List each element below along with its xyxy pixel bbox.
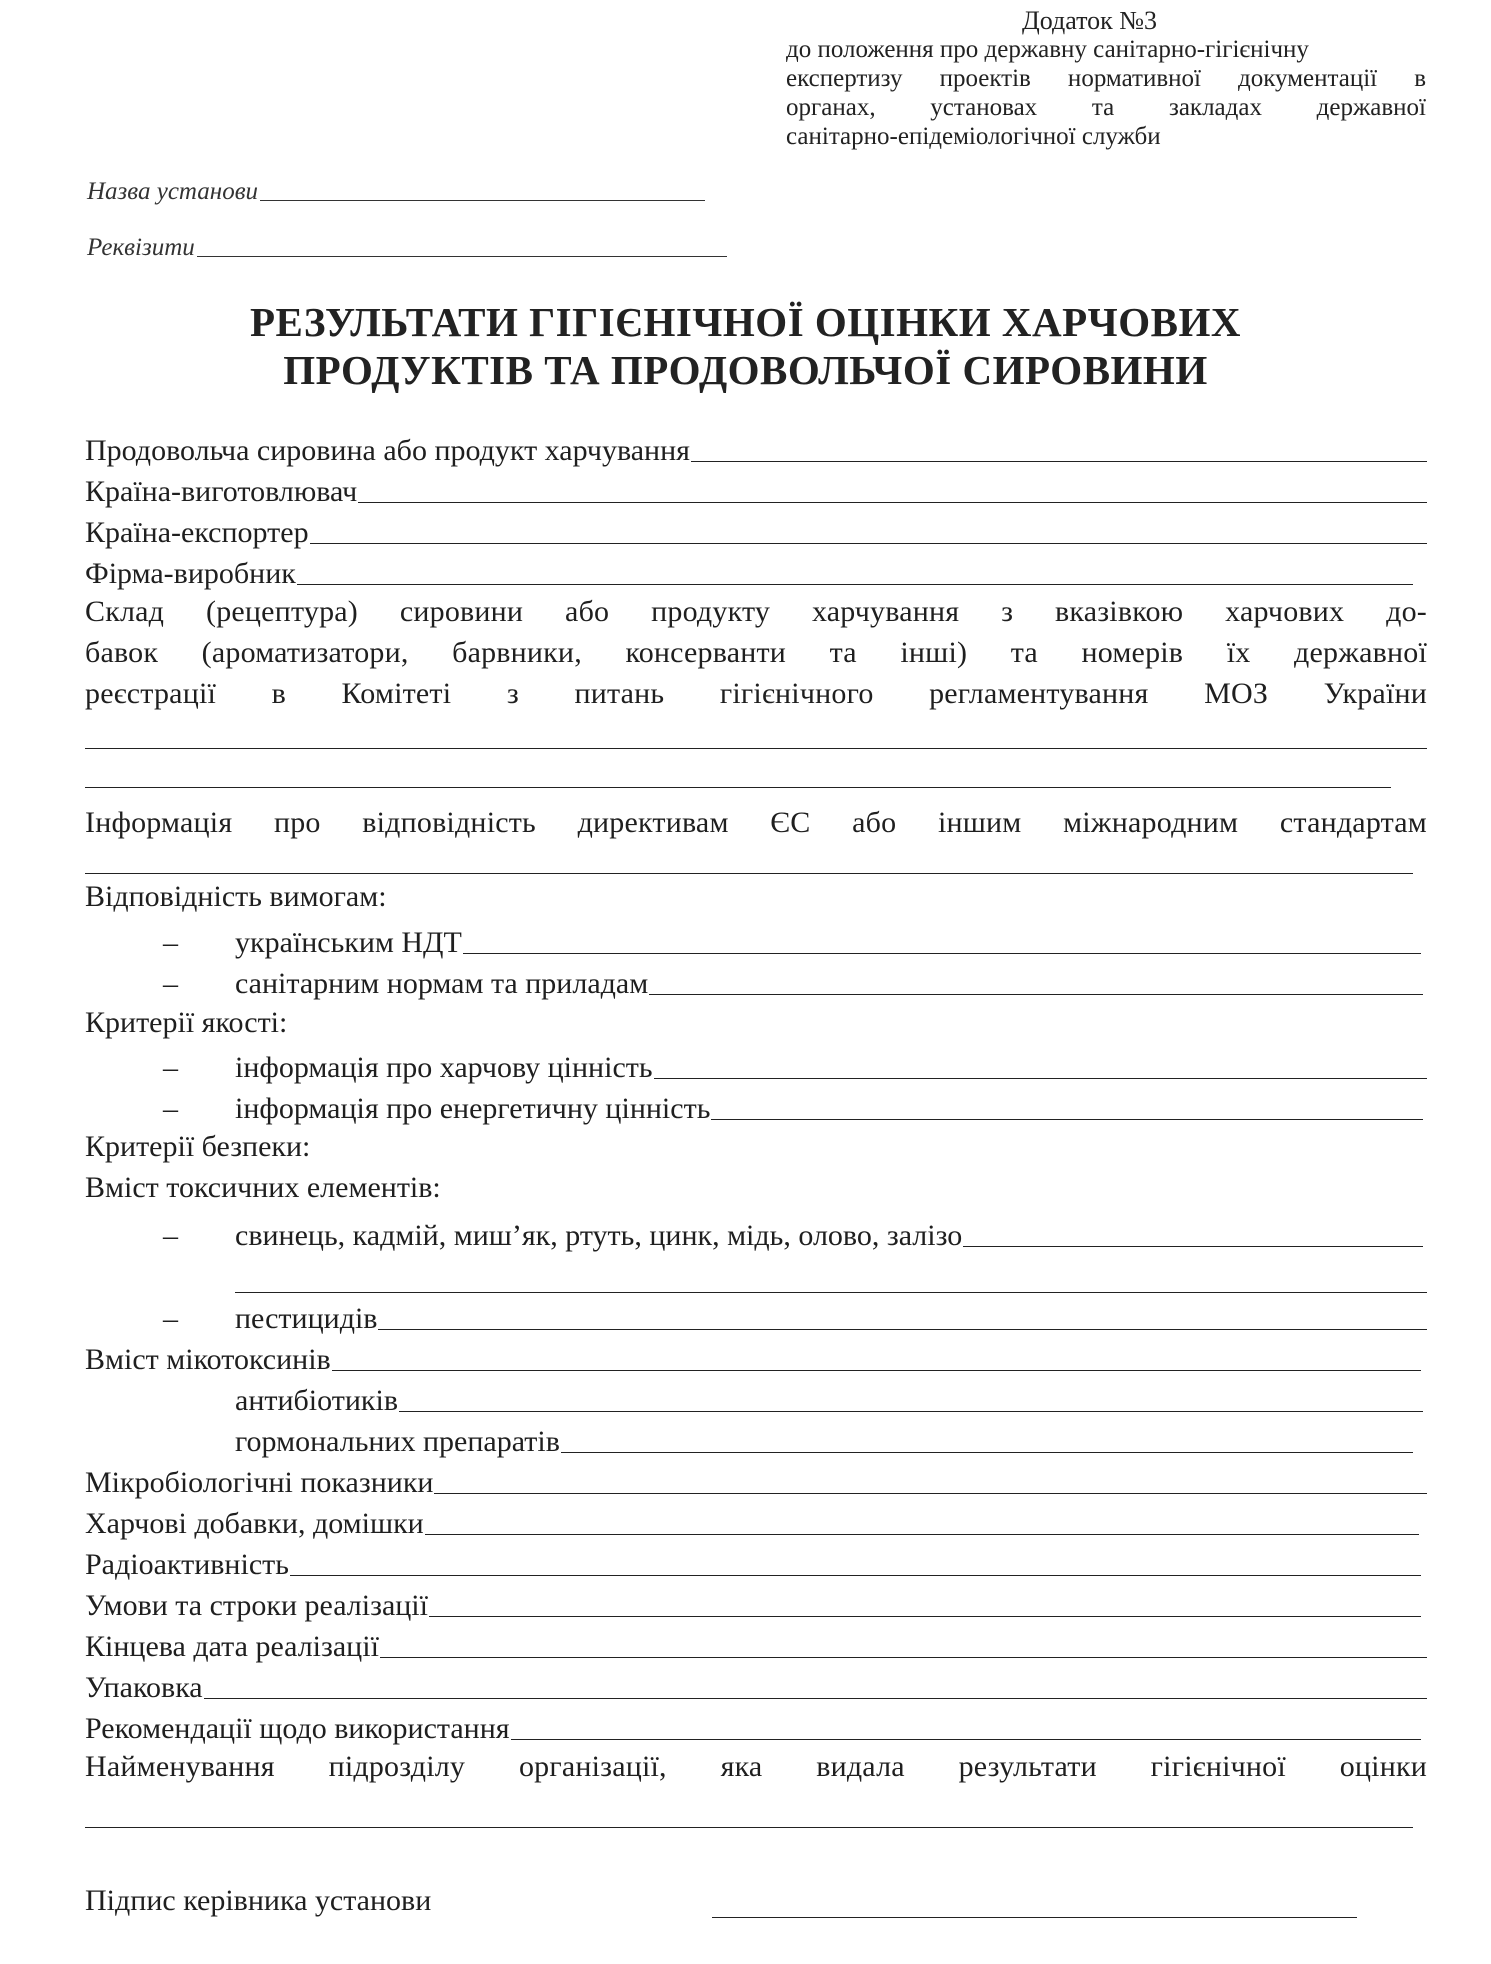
field-line[interactable]	[297, 584, 1413, 585]
signature-line[interactable]	[712, 1917, 1357, 1918]
subdivision-label: Найменування підрозділу організації, яка видала результати гігієнічної оцінки	[85, 1750, 1427, 1783]
field-country-maker	[85, 468, 1427, 509]
field-label: пестицидів	[235, 1302, 378, 1335]
field-line[interactable]	[358, 502, 1427, 503]
dash-mark: –	[163, 926, 178, 959]
signature-row	[85, 1828, 1427, 1918]
institution-name-label: Назва установи	[87, 178, 259, 205]
appendix-block	[786, 6, 1426, 151]
metals-line-blank[interactable]	[235, 1253, 1427, 1293]
title-line: ПРОДУКТІВ ТА ПРОДОВОЛЬЧОЇ СИРОВИНИ	[283, 347, 1208, 393]
dash-mark: –	[163, 1092, 178, 1125]
field-label: антибіотиків	[235, 1384, 398, 1417]
field-label: свинець, кадмій, миш’як, ртуть, цинк, мідь, олово, залізо	[235, 1219, 963, 1252]
field-packaging	[85, 1664, 1427, 1705]
field-raw-material	[85, 428, 1427, 468]
eu-info-line[interactable]	[85, 843, 1413, 874]
field-line[interactable]	[204, 1698, 1427, 1699]
field-label: українським НДТ	[235, 926, 462, 959]
field-radio	[85, 1541, 1427, 1582]
title-line: РЕЗУЛЬТАТИ ГІГІЄНІЧНОЇ ОЦІНКИ ХАРЧОВИХ	[250, 299, 1241, 345]
field-end-date	[85, 1623, 1427, 1664]
field-line[interactable]	[332, 1370, 1421, 1371]
field-label: Країна-виготовлювач	[85, 475, 358, 508]
field-nutrition	[85, 1044, 1427, 1085]
institution-name-field[interactable]	[260, 199, 705, 201]
field-conditions	[85, 1582, 1427, 1623]
quality-heading: Критерії якості:	[85, 1006, 288, 1039]
signature-label: Підпис керівника установи	[85, 1884, 432, 1917]
field-label: Кінцева дата реалізації	[85, 1630, 379, 1663]
field-label: Радіоактивність	[85, 1548, 289, 1581]
field-recommendations	[85, 1705, 1427, 1746]
field-energy	[85, 1085, 1427, 1126]
field-label: Рекомендації щодо використання	[85, 1712, 510, 1745]
field-line[interactable]	[711, 1119, 1423, 1120]
dash-mark: –	[163, 1219, 178, 1252]
toxic-heading: Вміст токсичних елементів:	[85, 1171, 441, 1204]
field-line[interactable]	[310, 543, 1427, 544]
field-label: Мікробіологічні показники	[85, 1466, 434, 1499]
field-metals	[85, 1208, 1427, 1253]
field-label: Харчові добавки, домішки	[85, 1507, 424, 1540]
assessment-form	[85, 428, 1427, 1918]
field-line[interactable]	[963, 1246, 1423, 1247]
field-line[interactable]	[511, 1739, 1421, 1740]
field-line[interactable]	[691, 461, 1427, 462]
document-title	[0, 298, 1491, 394]
field-country-exporter	[85, 509, 1427, 550]
field-line[interactable]	[649, 994, 1423, 995]
field-firm-maker	[85, 550, 1427, 591]
compliance-heading: Відповідність вимогам:	[85, 880, 387, 913]
eu-info-label: Інформація про відповідність директивам ЄС або іншим міжнародним стандартам	[85, 806, 1427, 839]
field-line[interactable]	[654, 1078, 1427, 1079]
composition-line: реєстрації в Комітеті з питань гігієнічного регламентування МОЗ України	[85, 677, 1427, 710]
field-label: інформація про енергетичну цінність	[235, 1092, 711, 1125]
field-line[interactable]	[429, 1616, 1421, 1617]
dash-mark: –	[163, 1302, 178, 1335]
field-mycotoxins	[85, 1336, 1427, 1377]
dash-mark: –	[163, 967, 178, 1000]
field-label: Країна-експортер	[85, 516, 309, 549]
appendix-line: до положення про державну санітарно-гігієнічну	[786, 36, 1309, 63]
appendix-title: Додаток №3	[1022, 6, 1158, 35]
field-label: Упаковка	[85, 1671, 203, 1704]
field-label: Фірма-виробник	[85, 557, 296, 590]
field-ndt	[85, 919, 1427, 960]
field-label: Продовольча сировина або продукт харчування	[85, 434, 690, 467]
institution-details-row	[87, 234, 727, 262]
institution-details-field[interactable]	[197, 255, 727, 257]
field-line[interactable]	[380, 1657, 1427, 1658]
field-antibiotics	[85, 1377, 1427, 1418]
subdivision-line[interactable]	[85, 1787, 1413, 1828]
composition-line-blank[interactable]	[85, 749, 1391, 788]
field-line[interactable]	[378, 1329, 1427, 1330]
appendix-line: експертизу проектів нормативної документації в	[786, 65, 1426, 92]
field-microbio	[85, 1459, 1427, 1500]
field-line[interactable]	[434, 1493, 1427, 1494]
field-label: санітарним нормам та приладам	[235, 967, 649, 1000]
field-line[interactable]	[425, 1534, 1419, 1535]
field-label: Умови та строки реалізації	[85, 1589, 428, 1622]
field-additives	[85, 1500, 1427, 1541]
field-line[interactable]	[290, 1575, 1421, 1576]
field-sanitary	[85, 960, 1427, 1001]
field-line[interactable]	[399, 1411, 1423, 1412]
appendix-line: органах, установах та закладах державної	[786, 94, 1426, 121]
field-pesticides	[85, 1293, 1427, 1336]
composition-text	[85, 591, 1427, 714]
field-label: Вміст мікотоксинів	[85, 1343, 331, 1376]
field-line[interactable]	[463, 953, 1421, 954]
institution-details-label: Реквізити	[87, 234, 195, 261]
field-hormones	[85, 1418, 1427, 1459]
institution-name-row	[87, 178, 705, 206]
field-label: гормональних препаратів	[235, 1425, 560, 1458]
field-line[interactable]	[561, 1452, 1413, 1453]
appendix-line: санітарно-епідеміологічної служби	[786, 123, 1161, 150]
composition-line: бавок (ароматизатори, барвники, консерванти та інші) та номерів їх державної	[85, 636, 1427, 669]
field-label: інформація про харчову цінність	[235, 1051, 653, 1084]
composition-line: Склад (рецептура) сировини або продукту харчування з вказівкою харчових до-	[85, 595, 1427, 628]
composition-line-blank[interactable]	[85, 714, 1427, 749]
dash-mark: –	[163, 1051, 178, 1084]
safety-heading: Критерії безпеки:	[85, 1130, 311, 1163]
